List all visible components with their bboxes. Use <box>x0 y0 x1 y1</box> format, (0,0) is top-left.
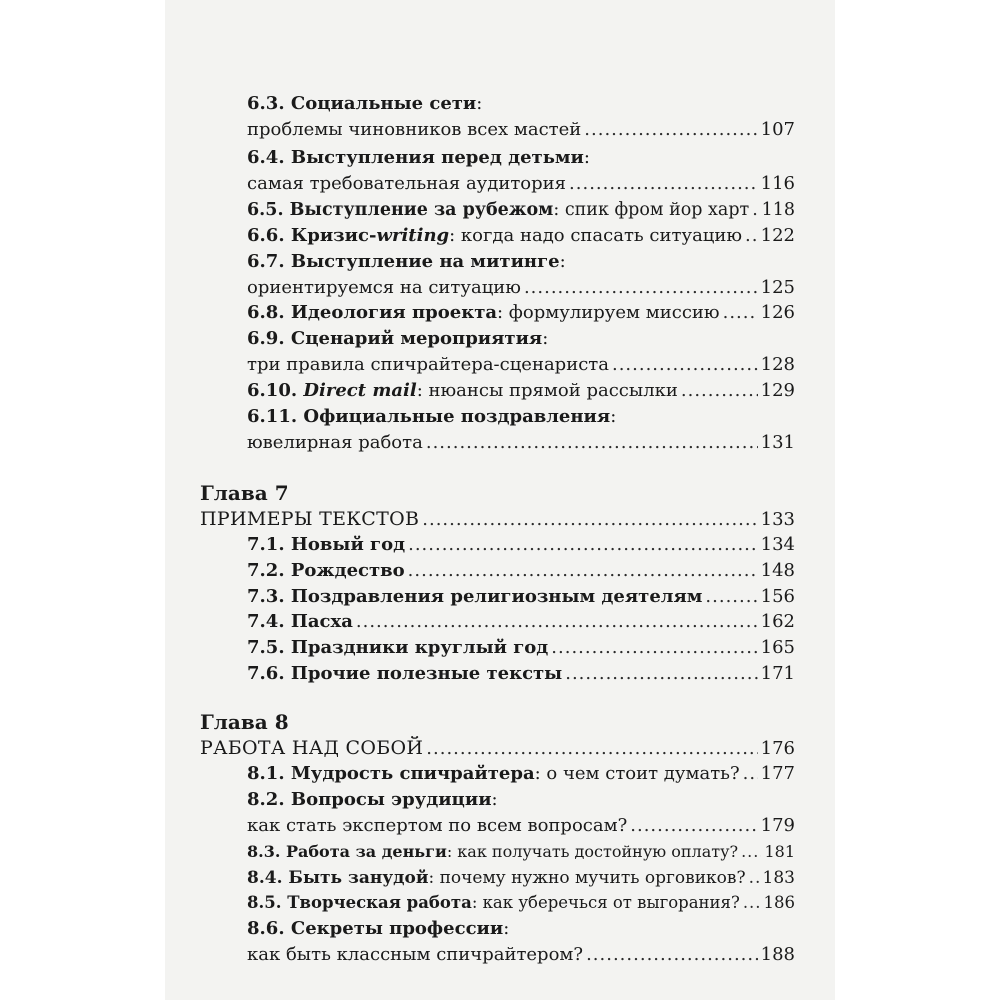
leader-dots <box>743 890 761 916</box>
page-number: 125 <box>760 277 795 298</box>
leader-dots <box>741 839 761 865</box>
leader-dots <box>723 300 758 326</box>
page-number: 188 <box>760 944 795 965</box>
toc-entry-6-4-heading: 6.4. Выступления перед детьми: <box>247 147 590 168</box>
toc-entry-8-6-heading: 8.6. Секреты профессии: <box>247 918 510 939</box>
page-number: 148 <box>760 560 795 581</box>
page-number: 126 <box>760 302 795 323</box>
leader-dots <box>524 275 758 301</box>
page-number: 177 <box>760 763 795 784</box>
toc-entry-subtitle: самая требовательная аудитория <box>247 173 567 194</box>
page-number: 171 <box>760 663 795 684</box>
chapter-8-label: Глава 8 <box>200 710 289 734</box>
page-number: 176 <box>760 738 795 759</box>
toc-entry-title: 7.2. Рождество <box>247 560 405 581</box>
toc-entry-6-7[interactable] <box>247 275 795 301</box>
toc-entry-title: 7.4. Пасха <box>247 611 353 632</box>
leader-dots <box>586 942 758 968</box>
toc-entry-8-2[interactable] <box>247 813 795 839</box>
toc-entry-8-1[interactable] <box>247 761 795 787</box>
page-number: 186 <box>763 893 795 912</box>
leader-dots <box>422 507 757 533</box>
toc-entry-6-11[interactable] <box>247 430 795 456</box>
page-number: 128 <box>760 354 795 375</box>
toc-entry-title: 7.5. Праздники круглый год <box>247 637 549 658</box>
toc-entry-6-11-heading: 6.11. Официальные поздравления: <box>247 406 617 427</box>
toc-entry-7-4[interactable] <box>247 609 795 635</box>
page-number: 122 <box>760 225 795 246</box>
chapter-title: РАБОТА НАД СОБОЙ <box>200 737 424 759</box>
page-number: 133 <box>760 509 795 530</box>
leader-dots <box>584 117 757 143</box>
toc-entry-subtitle: три правила спичрайтера-сценариста <box>247 354 609 375</box>
leader-dots <box>705 584 757 610</box>
toc-entry-subtitle: ювелирная работа <box>247 432 423 453</box>
chapter-title: ПРИМЕРЫ ТЕКСТОВ <box>200 508 420 530</box>
page-number: 162 <box>760 611 795 632</box>
toc-entry-title: 7.3. Поздравления религиозным деятелям <box>247 586 703 607</box>
leader-dots <box>752 197 758 223</box>
leader-dots <box>569 171 758 197</box>
leader-dots <box>565 661 757 687</box>
toc-entry-6-9[interactable] <box>247 352 795 378</box>
toc-entry-7-2[interactable] <box>247 558 795 584</box>
page-number: 183 <box>762 868 795 888</box>
toc-entry-title: 8.1. Мудрость спичрайтера: о чем стоит думать? <box>247 763 740 784</box>
leader-dots <box>426 736 757 762</box>
leader-dots <box>426 430 758 456</box>
leader-dots <box>408 532 758 558</box>
toc-chapter-7[interactable] <box>200 506 795 532</box>
toc-entry-7-6[interactable] <box>247 661 795 687</box>
page-number: 116 <box>760 173 795 194</box>
page-number: 129 <box>760 380 795 401</box>
toc-entry-6-3-heading: 6.3. Социальные сети: <box>247 93 483 114</box>
toc-entry-title: 6.8. Идеология проекта: формулируем миссию <box>247 302 720 323</box>
leader-dots <box>408 558 758 584</box>
leader-dots <box>356 609 758 635</box>
page-number: 156 <box>760 586 795 607</box>
leader-dots <box>749 865 760 891</box>
toc-entry-6-9-heading: 6.9. Сценарий мероприятия: <box>247 328 549 349</box>
toc-entry-7-3[interactable] <box>247 584 795 610</box>
toc-entry-7-5[interactable] <box>247 635 795 661</box>
toc-entry-6-8[interactable] <box>247 300 795 326</box>
toc-entry-6-3[interactable] <box>247 117 795 143</box>
toc-entry-title: 8.3. Работа за деньги: как получать достойную оплату? <box>247 842 739 861</box>
toc-entry-8-3[interactable] <box>247 839 795 865</box>
toc-entry-6-7-heading: 6.7. Выступление на митинге: <box>247 251 566 272</box>
toc-entry-subtitle: как быть классным спичрайтером? <box>247 944 584 965</box>
leader-dots <box>630 813 757 839</box>
toc-entry-title: 6.6. Кризис-writing: когда надо спасать ситуацию <box>247 225 743 246</box>
toc-entry-6-10[interactable] <box>247 378 795 404</box>
leader-dots <box>551 635 757 661</box>
toc-entry-title: 8.5. Творческая работа: как уберечься от выгорания? <box>247 893 740 912</box>
page-number: 134 <box>760 534 795 555</box>
toc-entry-6-4[interactable] <box>247 171 795 197</box>
page-number: 131 <box>760 432 795 453</box>
toc-entry-title: 6.5. Выступление за рубежом: спик фром йор харт <box>247 200 750 220</box>
toc-entry-7-1[interactable] <box>247 532 795 558</box>
toc-entry-subtitle: как стать экспертом по всем вопросам? <box>247 815 628 836</box>
toc-entry-8-5[interactable] <box>247 890 795 916</box>
chapter-7-label: Глава 7 <box>200 481 289 505</box>
leader-dots <box>745 223 758 249</box>
leader-dots <box>743 761 758 787</box>
toc-entry-title: 7.6. Прочие полезные тексты <box>247 663 563 684</box>
page-number: 179 <box>760 815 795 836</box>
toc-entry-subtitle: проблемы чиновников всех мастей <box>247 119 582 140</box>
page-number: 118 <box>761 200 795 220</box>
toc-entry-6-6[interactable] <box>247 223 795 249</box>
toc-entry-title: 7.1. Новый год <box>247 534 406 555</box>
toc-entry-title: 6.10. Direct mail: нюансы прямой рассылки <box>247 380 678 401</box>
toc-entry-8-2-heading: 8.2. Вопросы эрудиции: <box>247 789 498 810</box>
leader-dots <box>612 352 758 378</box>
toc-entry-8-4[interactable] <box>247 865 795 891</box>
leader-dots <box>681 378 758 404</box>
toc-entry-6-5[interactable] <box>247 197 795 223</box>
page-number: 181 <box>764 842 795 861</box>
page-number: 107 <box>760 119 795 140</box>
toc-entry-8-6[interactable] <box>247 942 795 968</box>
toc-chapter-8[interactable] <box>200 735 795 761</box>
page-number: 165 <box>760 637 795 658</box>
toc-entry-subtitle: ориентируемся на ситуацию <box>247 277 521 298</box>
toc-entry-title: 8.4. Быть занудой: почему нужно мучить орговиков? <box>247 868 746 888</box>
